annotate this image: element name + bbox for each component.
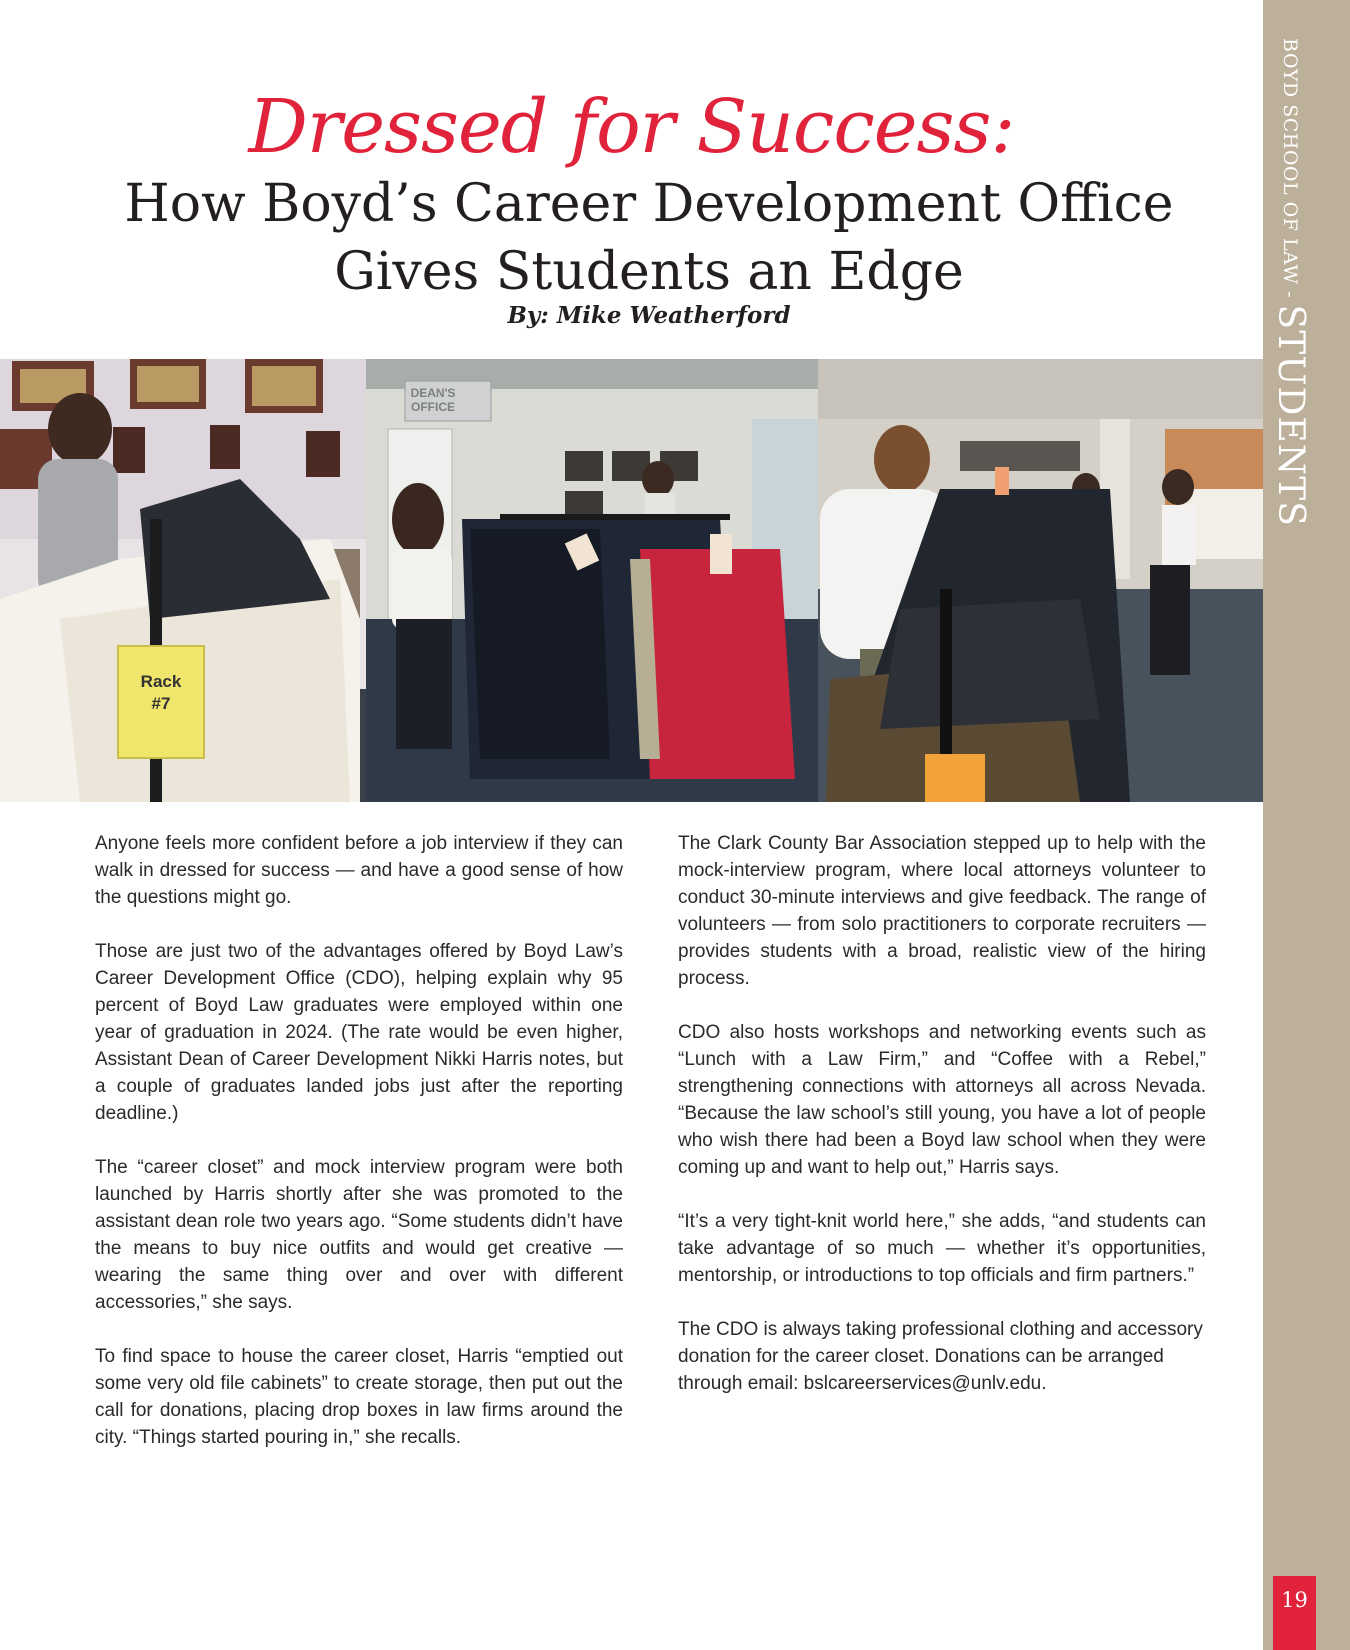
article-title-line-1: How Boyd’s Career Development Office [124, 174, 1174, 234]
paragraph: To find space to house the career closet, Harris “emptied out some very old file cabinets” to create storage, then put out the call for donations, placing drop boxes in law firms around the city. “Things started pouring in,” she recalls. [95, 1346, 623, 1448]
school-name: BOYD SCHOOL OF LAW - [1279, 38, 1301, 305]
rack-tag-number: #7 [151, 694, 171, 713]
article-column-left [95, 830, 623, 1478]
paragraph: CDO also hosts workshops and networking events such as “Lunch with a Law Firm,” and “Coffee with a Rebel,” strengthening connections with attorneys all across Nevada. “Because the law school’s still young, you have a lot of people who wish there had been a Boyd law school when they were coming up and want to help out,” Harris says. [678, 1022, 1206, 1178]
paragraph: Those are just two of the advantages offered by Boyd Law’s Career Development Office (CDO), helping explain why 95 percent of Boyd Law graduates were employed within one year of graduation in 2024. (The rate would be even higher, Assistant Dean of Career Development Nikki Harris notes, but a couple of graduates landed jobs just after the reporting deadline.) [95, 941, 623, 1124]
paragraph: “It’s a very tight-knit world here,” she adds, “and students can take advantage of so much — whether it’s opportunities, mentorship, or introductions to top officials and firm partners.” [678, 1211, 1206, 1286]
page-number: 19 [1273, 1576, 1316, 1650]
photo-hallway-suits [366, 359, 818, 802]
paragraph: The “career closet” and mock interview program were both launched by Harris shortly after she was promoted to the assistant dean role two years ago. “Some students didn’t have the means to buy nice outfits and would get creative — wearing the same thing over and over with different accessories,” she says. [95, 1157, 623, 1313]
paragraph: The Clark County Bar Association stepped up to help with the mock-interview program, where local attorneys volunteer to conduct 30-minute interviews and give feedback. The range of volunteers — from solo practitioners to corporate recruiters — provides students with a broad, realistic view of the hiring process. [678, 833, 1206, 989]
photo-strip [0, 359, 1263, 802]
photo-lounge-jackets [818, 359, 1263, 802]
deans-office-sign-line-1: DEAN'S [410, 386, 456, 400]
photo-rack-shirts [0, 359, 366, 802]
article-title-line-2: Gives Students an Edge [334, 242, 964, 302]
byline: By: Mike Weatherford [507, 302, 791, 329]
article-title [0, 170, 1298, 306]
deans-office-sign-line-2: OFFICE [411, 400, 455, 414]
donation-paragraph: The CDO is always taking professional clothing and accessory donation for the career closet. Donations can be arranged through email: bslcareerservices@unlv.edu. [678, 1319, 1203, 1394]
rack-tag-label: Rack [140, 672, 182, 691]
article-title-italic: Dressed for Success: [248, 84, 1015, 170]
article-column-right [678, 830, 1206, 1424]
paragraph: Anyone feels more confident before a job interview if they can walk in dressed for success — and have a good sense of how the questions might go. [95, 833, 623, 908]
section-name: STUDENTS [1270, 304, 1311, 527]
